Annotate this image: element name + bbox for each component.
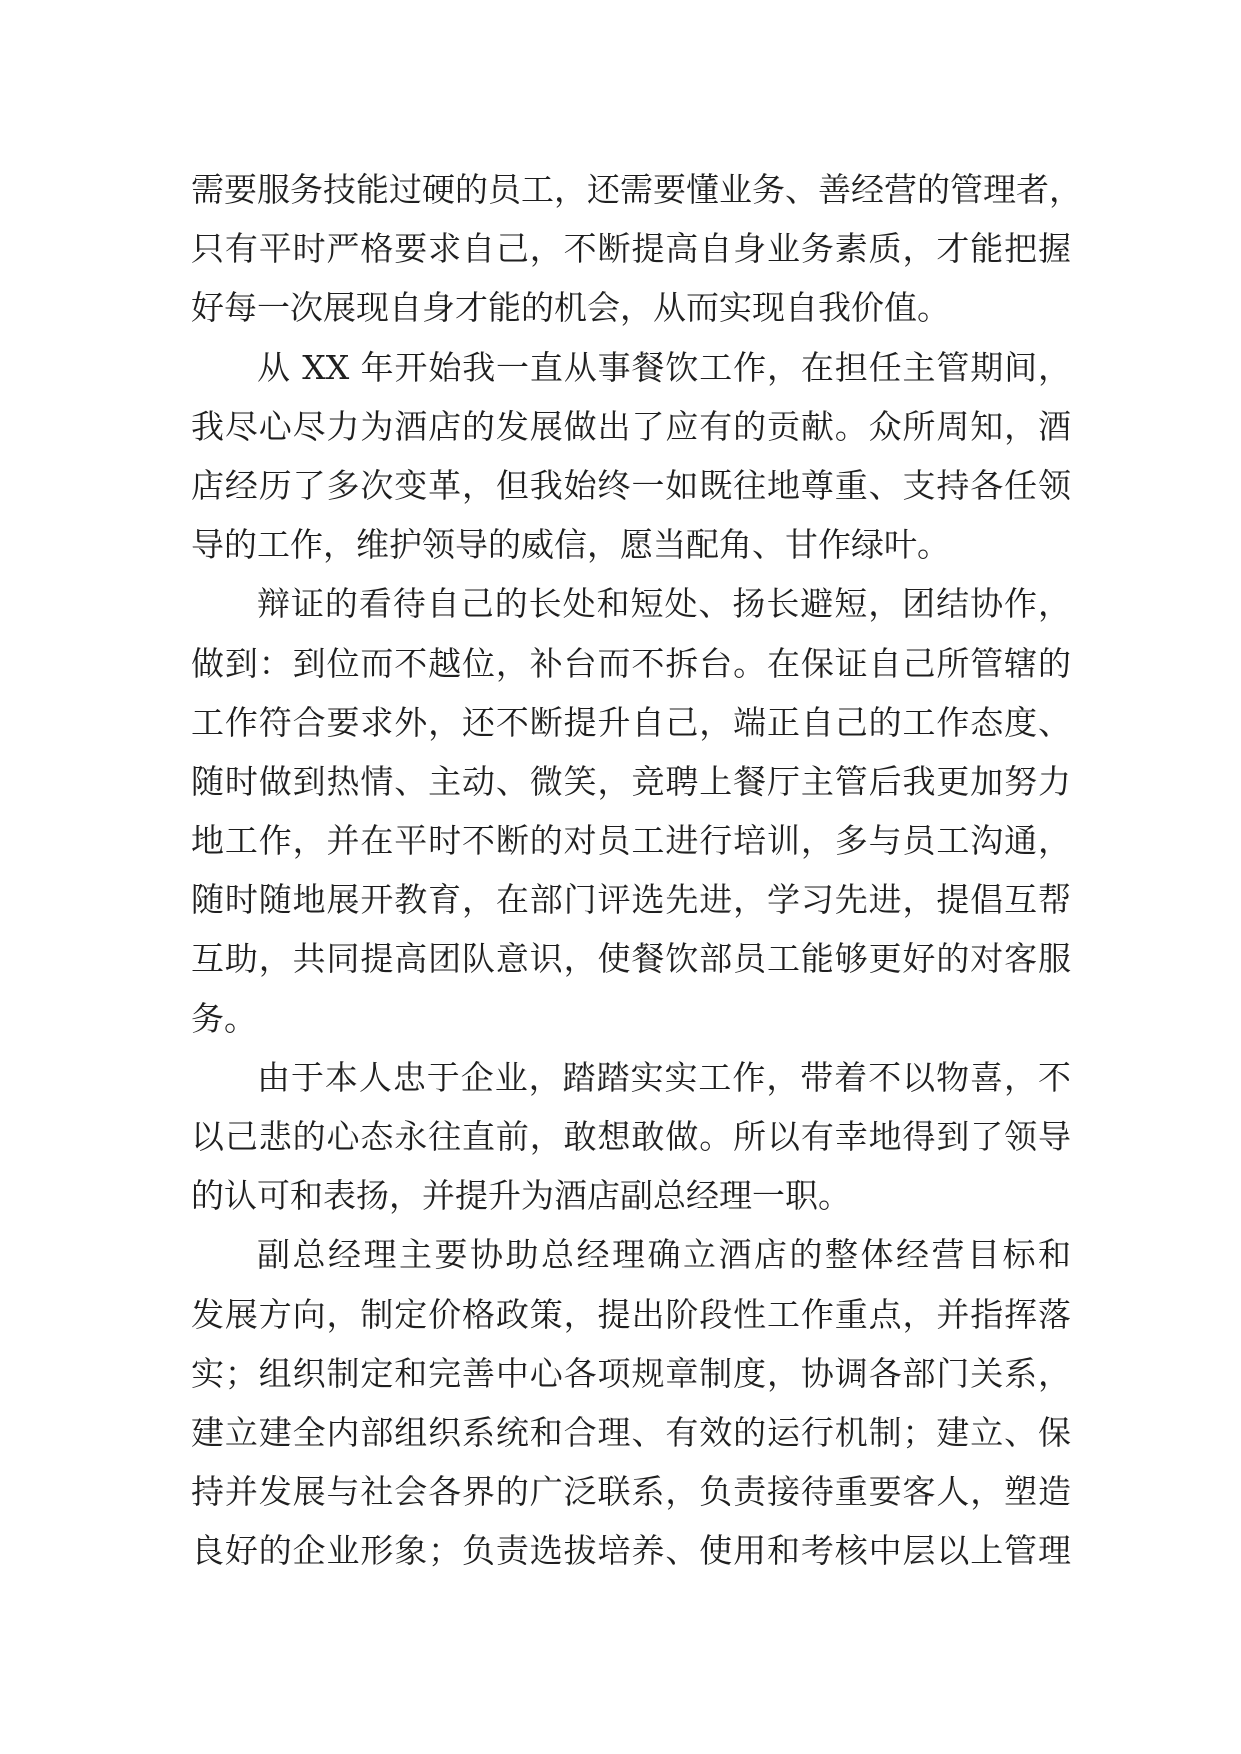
text-line: 持并发展与社会各界的广泛联系，负责接待重要客人，塑造 — [191, 1472, 1071, 1512]
paragraph-2 — [191, 338, 1071, 575]
text-line: 良好的企业形象；负责选拔培养、使用和考核中层以上管理 — [191, 1531, 1071, 1571]
body-text — [191, 160, 1082, 1581]
paragraph-3 — [191, 574, 1071, 1048]
text-line: 副总经理主要协助总经理确立酒店的整体经营目标和 — [257, 1235, 1071, 1275]
text-line: 需要服务技能过硬的员工，还需要懂业务、善经营的管理者， — [191, 170, 1082, 209]
text-line: 只有平时严格要求自己，不断提高自身业务素质，才能把握 — [191, 229, 1071, 269]
paragraph-1 — [191, 160, 1082, 338]
text-line: 辩证的看待自己的长处和短处、扬长避短，团结协作， — [257, 584, 1071, 624]
text-line: 好每一次展现自身才能的机会，从而实现自我价值。 — [191, 288, 950, 328]
text-line: 从 XX 年开始我一直从事餐饮工作，在担任主管期间， — [257, 347, 1071, 387]
text-line: 店经历了多次变革，但我始终一如既往地尊重、支持各任领 — [191, 465, 1071, 505]
text-line: 做到：到位而不越位，补台而不拆台。在保证自己所管辖的 — [191, 643, 1071, 683]
text-line: 建立建全内部组织系统和合理、有效的运行机制；建立、保 — [191, 1412, 1071, 1452]
text-line: 实；组织制定和完善中心各项规章制度，协调各部门关系， — [191, 1353, 1071, 1393]
text-line: 我尽心尽力为酒店的发展做出了应有的贡献。众所周知，酒 — [191, 406, 1071, 446]
text-line: 地工作，并在平时不断的对员工进行培训，多与员工沟通， — [191, 821, 1071, 861]
text-line: 随时做到热情、主动、微笑，竞聘上餐厅主管后我更加努力 — [191, 761, 1071, 801]
text-line: 工作符合要求外，还不断提升自己，端正自己的工作态度、 — [191, 702, 1071, 742]
text-line: 由于本人忠于企业，踏踏实实工作，带着不以物喜，不 — [257, 1057, 1071, 1097]
text-line: 以己悲的心态永往直前，敢想敢做。所以有幸地得到了领导 — [191, 1117, 1071, 1156]
paragraph-5 — [191, 1225, 1071, 1580]
text-line: 导的工作，维护领导的威信，愿当配角、甘作绿叶。 — [191, 525, 950, 565]
text-line: 随时随地展开教育，在部门评选先进，学习先进，提倡互帮 — [191, 880, 1071, 920]
paragraph-4 — [191, 1048, 1071, 1226]
text-line: 的认可和表扬，并提升为酒店副总经理一职。 — [191, 1176, 851, 1216]
text-line: 互助，共同提高团队意识，使餐饮部员工能够更好的对客服 — [191, 939, 1071, 979]
text-line: 发展方向，制定价格政策，提出阶段性工作重点，并指挥落 — [191, 1294, 1071, 1334]
text-line: 务。 — [191, 998, 257, 1038]
